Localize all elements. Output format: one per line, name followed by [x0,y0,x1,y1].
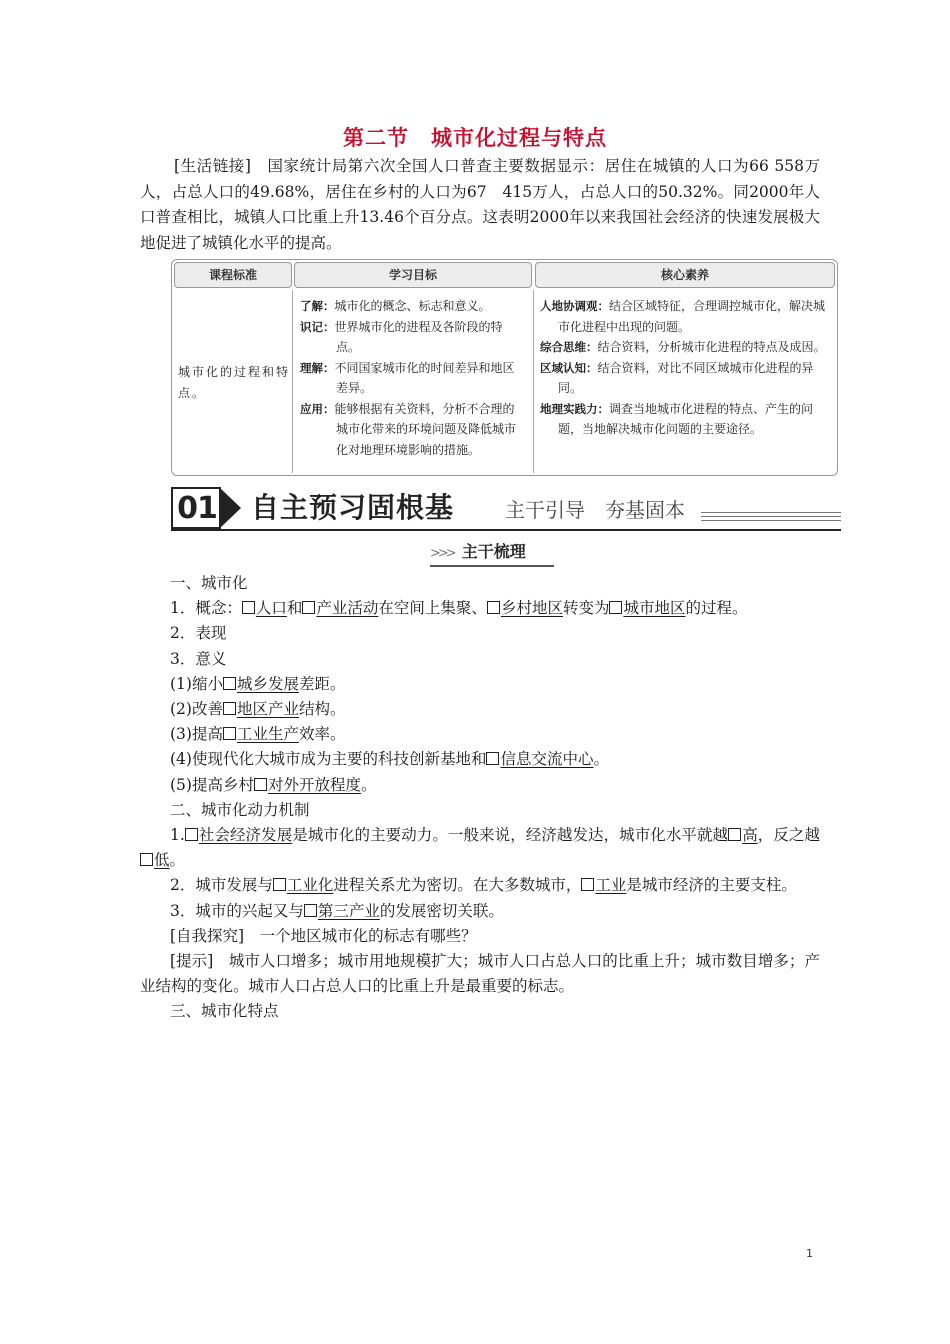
header-goals: 学习目标 [294,262,532,288]
blank-box-icon [304,904,317,917]
section-heading: 一、城市化 [170,574,248,592]
sub-heading: >>> 主干梳理 [430,540,554,566]
section-title: 自主预习固根基 [251,491,455,524]
curriculum-standard: 城市化的过程和特点。 [178,365,291,400]
body-text [140,571,820,1025]
paragraph: (5)提高乡村 对外开放程度。 [170,775,377,794]
literacy-item: 人地协调观：结合区域特征，合理调控城市化，解决城市化进程中出现的问题。 [540,299,826,334]
blank-box-icon [223,727,236,740]
goal-item: 了解：城市化的概念、标志和意义。 [300,299,491,313]
paragraph: 2．城市发展与 工业化进程关系尤为密切。在大多数城市， 工业是城市经济的主要支柱。 [170,876,797,895]
paragraph: (2)改善 地区产业结构。 [170,700,346,719]
paragraph: 2．表现 [170,624,227,643]
section-subtitle: 主干引导 夯基固本 [505,498,685,522]
hint-paragraph: [提示] 城市人口增多；城市用地规模扩大；城市人口占总人口的比重上升；城市数目增多；产业结构的变化。城市人口占总人口的比重上升是最重要的标志。 [140,952,820,996]
paragraph: 3．意义 [170,649,227,668]
header-literacy: 核心素养 [535,262,835,288]
section-heading: 二、城市化动力机制 [170,800,310,819]
intro-paragraph: [生活链接] 国家统计局第六次全国人口普查主要数据显示：居住在城镇的人口为66 558万人，占总人口的49.68%，居住在乡村的人口为67 415万人，占总人口的50.32%。同2000年人口普查相比，城镇人口比重上升13.46个百分点。这表明2000年以来我国社会经济的快速发展极大地促进了城镇化水平的提高。 [140,157,820,252]
literacy-item: 综合思维：结合资料，分析城市化进程的特点及成因。 [540,340,826,354]
blank-box-icon [254,778,267,791]
blank-box-icon [223,702,236,715]
banner-stripes [701,512,841,524]
goals-list [300,296,526,460]
section-banner [171,487,841,533]
blank-box-icon [140,853,153,866]
paragraph: 1. 社会经济发展是城市化的主要动力。一般来说，经济越发达，城市化水平就越 高，反之越低。 [140,823,820,873]
blank-box-icon [728,828,741,841]
paragraph: (1)缩小 城乡发展差距。 [170,674,346,693]
paragraph: (4)使现代化大城市成为主要的科技创新基地和 信息交流中心。 [170,750,609,769]
blank-box-icon [242,601,255,614]
literacy-item: 地理实践力：调查当地城市化进程的特点、产生的问题，当地解决城市化问题的主要途径。 [540,401,814,436]
literacy-item: 区域认知：结合资料，对比不同区域城市化进程的异同。 [540,360,814,395]
blank-box-icon [223,677,236,690]
explore-question: [自我探究] 一个地区城市化的标志有哪些？ [170,926,477,945]
blank-box-icon [185,828,198,841]
blank-box-icon [581,878,594,891]
literacy-list [540,296,830,440]
chevron-right-icon: >>> [430,546,454,561]
goal-item: 理解：不同国家城市化的时间差异和地区差异。 [300,360,515,395]
page-title: 第二节 城市化过程与特点 [343,126,607,150]
paragraph: (3)提高 工业生产效率。 [170,725,346,744]
banner-underline [171,529,841,531]
blank-box-icon [302,601,315,614]
blank-box-icon [486,752,499,765]
paragraph: 1．概念： 人口和 产业活动在空间上集聚、 乡村地区转变为 城市地区的过程。 [170,599,748,618]
blank-box-icon [273,878,286,891]
header-curriculum: 课程标准 [174,262,292,288]
blank-box-icon [487,601,500,614]
blank-box-icon [609,601,622,614]
section-number: 01 [171,487,221,529]
paragraph: 3．城市的兴起又与 第三产业的发展密切关联。 [170,901,504,920]
banner-arrow-icon [219,487,241,529]
goal-item: 应用：能够根据有关资料，分析不合理的城市化带来的环境问题及降低城市化对地理环境影响的措施。 [300,401,517,457]
section-heading: 三、城市化特点 [170,1002,279,1021]
goal-item: 识记：世界城市化的进程及各阶段的特点。 [300,319,503,354]
page-number: 1 [806,1247,813,1260]
standards-table [171,259,838,476]
